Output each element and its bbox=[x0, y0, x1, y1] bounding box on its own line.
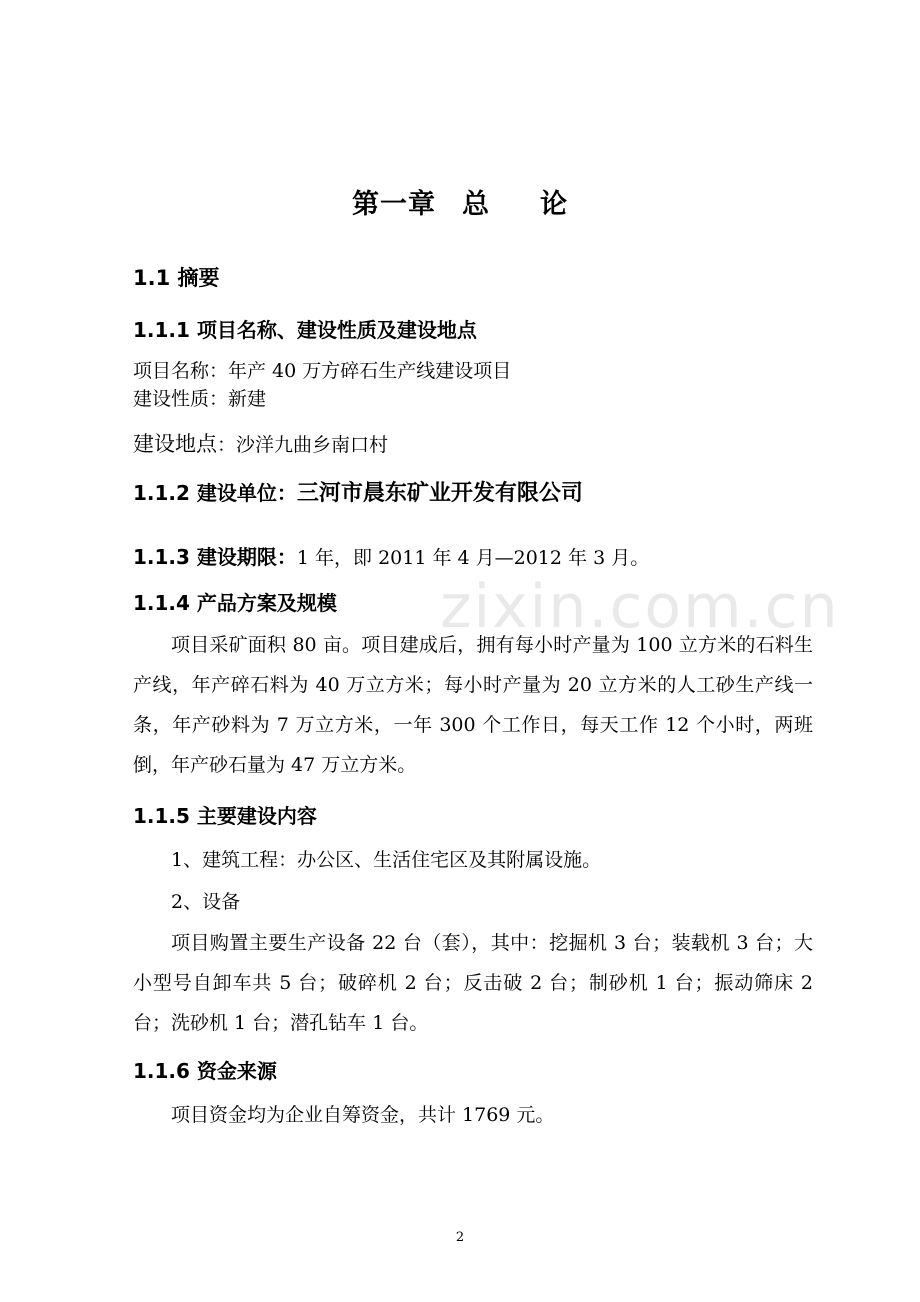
chapter-title bbox=[0, 182, 920, 221]
content-item-1: 1、建筑工程：办公区、生活住宅区及其附属设施。 bbox=[171, 849, 602, 871]
heading-1-1-5: 1.1.5 主要建设内容 bbox=[133, 804, 317, 828]
heading-1-1: 1.1 摘要 bbox=[133, 266, 220, 290]
content-item-2: 2、设备 bbox=[171, 891, 241, 913]
equipment-paragraph: 项目购置主要生产设备 22 台（套），其中：挖掘机 3 台；装载机 3 台；大小型号自卸车共 5 台；破碎机 2 台；反击破 2 台；制砂机 1 台；振动筛床 2 台；洗砂机 1 台；潜孔钻车 1 台。 bbox=[133, 932, 813, 1034]
location-label: 建设地点 bbox=[133, 432, 217, 456]
heading-1-1-2-label: 1.1.2 建设单位： bbox=[133, 481, 297, 505]
page-number: 2 bbox=[455, 1230, 465, 1245]
watermark: zixin.com.cn bbox=[440, 572, 840, 642]
heading-1-1-3 bbox=[133, 541, 649, 570]
chapter-title-word-2: 论 bbox=[540, 189, 568, 220]
chapter-title-word-1: 总 bbox=[462, 189, 490, 220]
heading-1-1-6: 1.1.6 资金来源 bbox=[133, 1059, 277, 1083]
heading-1-1-1: 1.1.1 项目名称、建设性质及建设地点 bbox=[133, 318, 477, 342]
project-name-line: 项目名称：年产 40 万方碎石生产线建设项目 bbox=[133, 360, 512, 382]
chapter-title-number: 第一章 bbox=[352, 189, 436, 220]
project-nature-line: 建设性质：新建 bbox=[133, 388, 267, 410]
construction-unit-name: 三河市晨东矿业开发有限公司 bbox=[296, 481, 583, 506]
location-value: ：沙洋九曲乡南口村 bbox=[217, 434, 389, 456]
location-line bbox=[133, 428, 388, 458]
funding-paragraph: 项目资金均为企业自筹资金，共计 1769 元。 bbox=[171, 1104, 555, 1126]
product-scale-paragraph: 项目采矿面积 80 亩。项目建成后，拥有每小时产量为 100 立方米的石料生产线，年产碎石料为 40 万立方米；每小时产量为 20 立方米的人工砂生产线一条，年产砂料为 7 万立方米，一年 300 个工作日，每天工作 12 个小时，两班倒，年产砂石量为 47 万立方米。 bbox=[133, 634, 813, 776]
heading-1-1-3-label: 1.1.3 建设期限： bbox=[133, 545, 297, 569]
heading-1-1-2 bbox=[133, 476, 583, 507]
heading-1-1-4: 1.1.4 产品方案及规模 bbox=[133, 591, 337, 615]
construction-period: 1 年，即 2011 年 4 月—2012 年 3 月。 bbox=[296, 547, 650, 569]
